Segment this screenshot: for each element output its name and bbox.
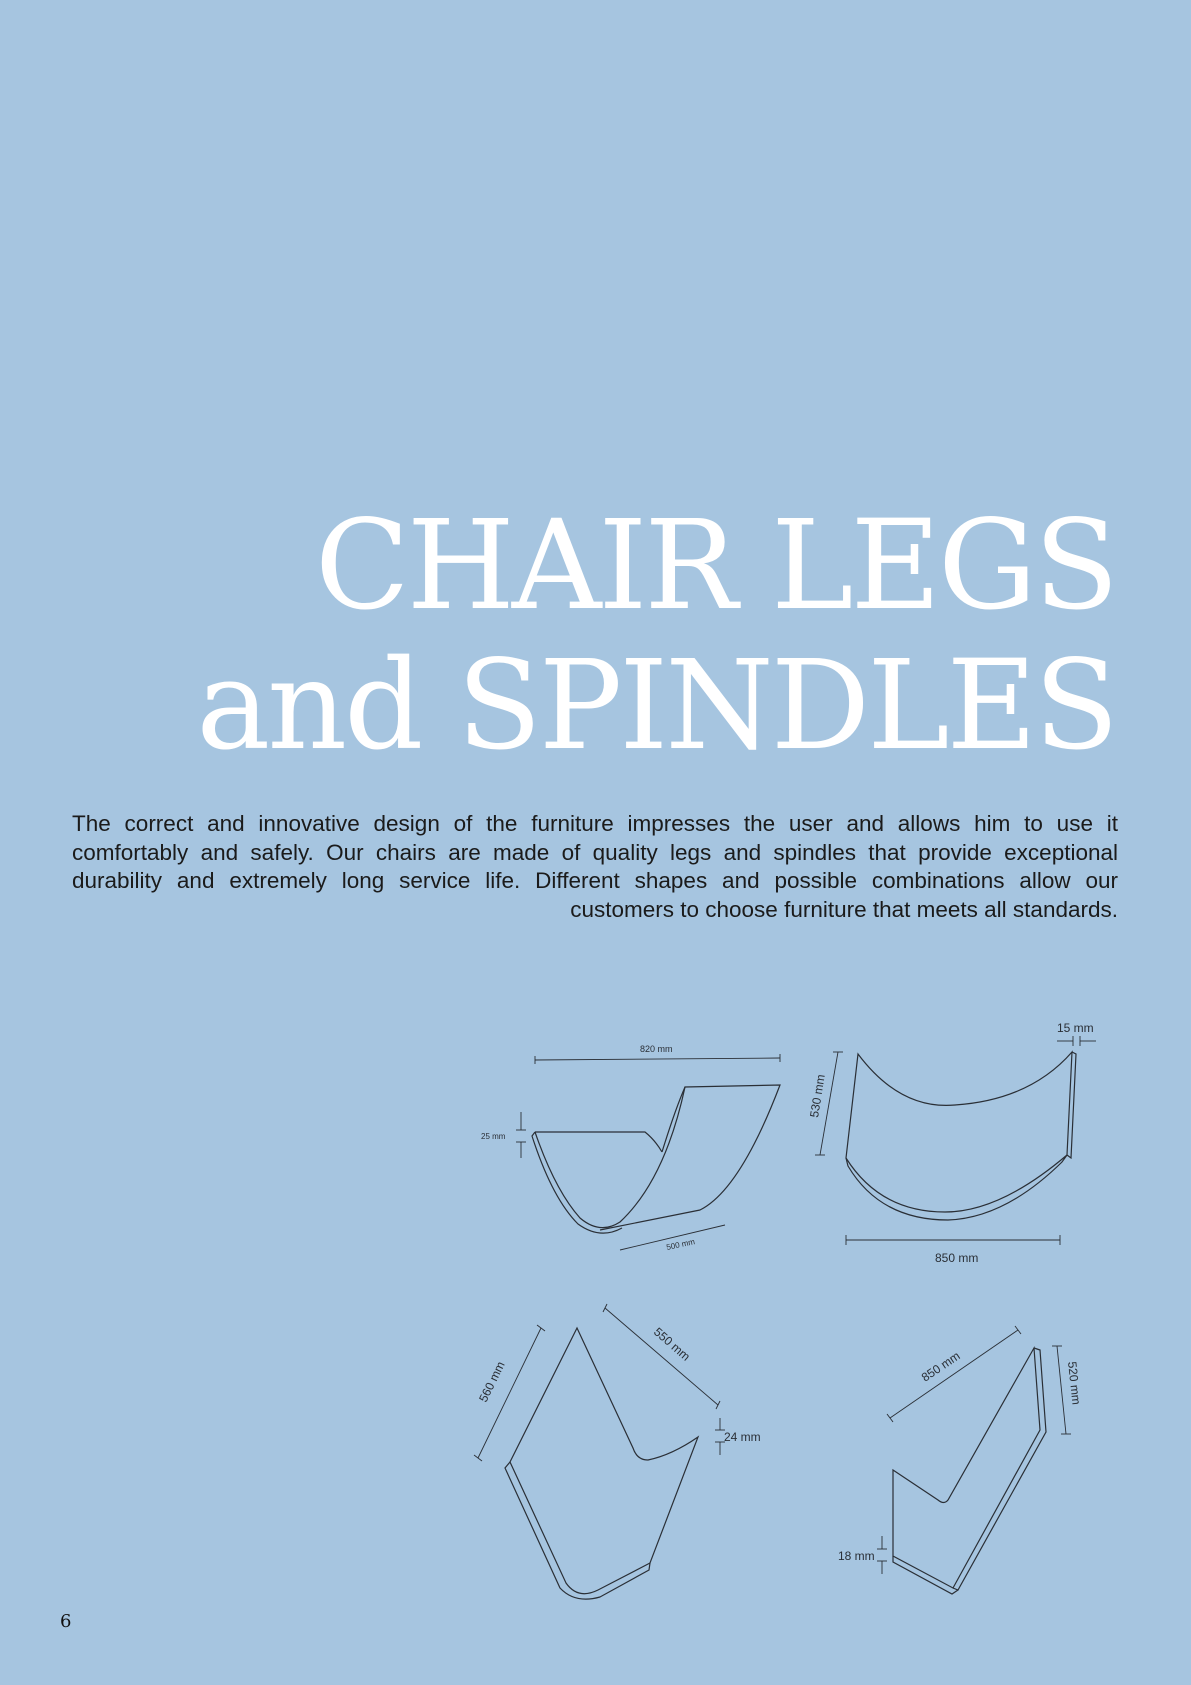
dim-label-depth: 500 mm [665,1237,696,1252]
page-number: 6 [60,1611,72,1632]
dim-label-top-850: 850 mm [918,1348,963,1385]
dim-label-thickness-24: 24 mm [724,1430,761,1444]
title-line-2: and SPINDLES [196,634,1116,778]
dim-label-height-520: 520 mm [1065,1360,1084,1406]
diagram-curved-backrest [807,1021,1096,1265]
diagram-l-leg [838,1326,1083,1594]
intro-paragraph: The correct and innovative design of the furniture impresses the user and allows him to use it comfortably and safely. Our chairs are made of quality legs and spindles that provide exceptional durability and extremely long service life. Different shapes and possible combinations allow our customers to choose furniture that meets all standards. [72,811,1118,922]
diagram-bent-leg [474,1304,761,1599]
diagram-curved-seat [481,1044,780,1252]
dim-label-width: 820 mm [640,1044,673,1054]
dim-label-thickness: 25 mm [481,1132,506,1141]
dim-label-width-850: 850 mm [935,1251,979,1265]
dim-label-top: 550 mm [651,1324,693,1364]
title-line-1: CHAIR LEGS [314,494,1116,638]
dim-label-thickness-18: 18 mm [838,1549,875,1563]
dim-label-height: 530 mm [807,1073,828,1119]
dim-label-thickness-15: 15 mm [1057,1021,1094,1035]
dim-label-side: 560 mm [476,1359,508,1405]
